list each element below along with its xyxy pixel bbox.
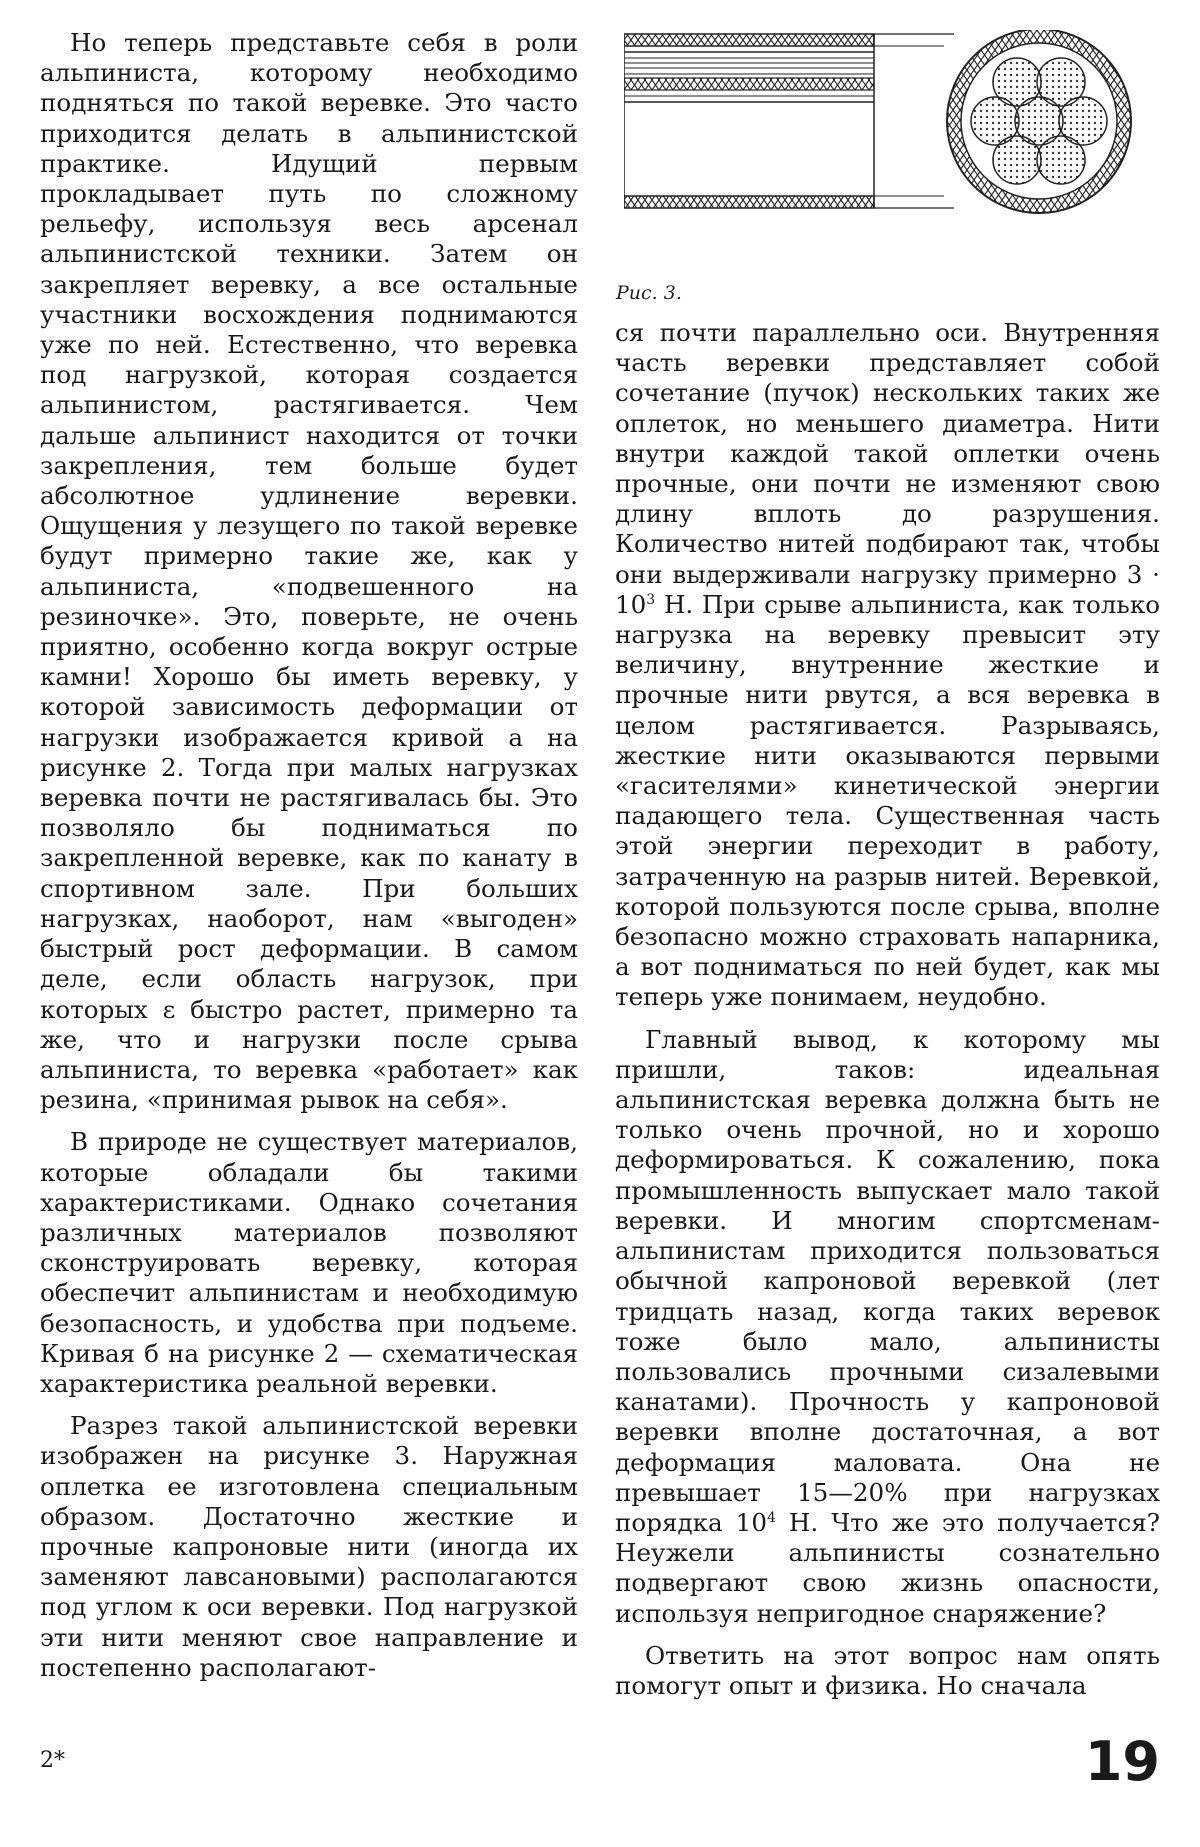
- paragraph: Ответить на этот вопрос нам опять помогут опыт и физика. Но сначала: [615, 1640, 1160, 1700]
- rope-cross-section-figure: [624, 30, 1164, 280]
- paragraph-text: Н. При срыве альпиниста, как только нагрузка на веревку превысит эту величину, внутренние жесткие и прочные нити рвутся, а вся веревка в целом растягивается. Разрываясь, жесткие нити оказываются первыми «гасителями» кинетической энергии падающего тела. Существенная часть этой энергии переходит в работу, затраченную на разрыв нитей. Веревкой, которой пользуются после срыва, вполне безопасно можно страховать напарника, а вот подниматься по ней будет, как мы теперь уже понимаем, неудобно.: [615, 589, 1160, 1012]
- left-column: [40, 28, 578, 1683]
- exponent: 3: [646, 591, 656, 608]
- paragraph-text: Н. Что же это получается? Неужели альпинисты сознательно подвергают свою жизнь опасности, используя непригодное снаряжение?: [615, 1507, 1160, 1628]
- paragraph: [615, 318, 1160, 1013]
- paragraph: [615, 1025, 1160, 1629]
- paragraph-text: Главный вывод, к которому мы пришли, таков: идеальная альпинистская веревка должна быть не только очень прочной, но и хорошо деформироваться. К сожалению, пока промышленность выпускает мало такой веревки. И многим спортсменам-альпинистам приходится пользоваться обычной капроновой веревкой (лет тридцать назад, когда таких веревок тоже было мало, альпинисты пользовались прочными сизалевыми канатами). Прочность у капроновой веревки вполне достаточная, а вот деформация маловата. Она не превышает 15—20% при нагрузках порядка 10: [615, 1024, 1160, 1537]
- paragraph-text: ся почти параллельно оси. Внутренняя часть веревки представляет собой сочетание (пучок) нескольких таких же оплеток, но меньшего диаметра. Нити внутри каждой такой оплетки очень прочные, они почти не изменяют свою длину вплоть до разрушения. Количество нитей подбирают так, чтобы они выдерживали нагрузку примерно 3 · 10: [615, 318, 1160, 619]
- rope-side-view: [624, 34, 954, 208]
- page-number: 19: [1084, 1730, 1160, 1793]
- exponent: 4: [766, 1509, 776, 1526]
- paragraph: Но теперь представьте себя в роли альпиниста, которому необходимо подняться по такой веревке. Это часто приходится делать в альпинистской практике. Идущий первым прокладывает путь по сложному рельефу, используя весь арсенал альпинистской техники. Затем он закрепляет веревку, а все остальные участники восхождения поднимаются уже по ней. Естественно, что веревка под нагрузкой, которая создается альпинистом, растягивается. Чем дальше альпинист находится от точки закрепления, тем больше будет абсолютное удлинение веревки. Ощущения у лезущего по такой веревке будут примерно такие же, как у альпиниста, «подвешенного на резиночке». Это, поверьте, не очень приятно, особенно когда вокруг острые камни! Хорошо бы иметь веревку, у которой зависимость деформации от нагрузки изображается кривой а на рисунке 2. Тогда при малых нагрузках веревка почти не растягивалась бы. Это позволяло бы подниматься по закрепленной веревке, как по канату в спортивном зале. При больших нагрузках, наоборот, нам «выгоден» быстрый рост деформации. В самом деле, если область нагрузок, при которых ε быстро растет, примерно та же, что и нагрузки после срыва альпиниста, то веревка «работает» как резина, «принимая рывок на себя».: [40, 28, 578, 1115]
- rope-cross-section: [947, 30, 1131, 213]
- right-column: [615, 318, 1160, 1701]
- paragraph: В природе не существует материалов, которые обладали бы такими характеристиками. Однако сочетания различных материалов позволяют сконструировать веревку, которая обеспечит альпинистам и необходимую безопасность, и удобства при подъеме. Кривая б на рисунке 2 — схематическая характеристика реальной веревки.: [40, 1127, 578, 1398]
- signature-mark: 2*: [40, 1748, 65, 1773]
- paragraph: Разрез такой альпинистской веревки изображен на рисунке 3. Наружная оплетка ее изготовлена специальным образом. Достаточно жесткие и прочные капроновые нити (иногда их заменяют лавсановыми) располагаются под углом к оси веревки. Под нагрузкой эти нити меняют свое направление и постепенно располагают-: [40, 1411, 578, 1682]
- figure-caption: Рис. 3.: [616, 282, 682, 304]
